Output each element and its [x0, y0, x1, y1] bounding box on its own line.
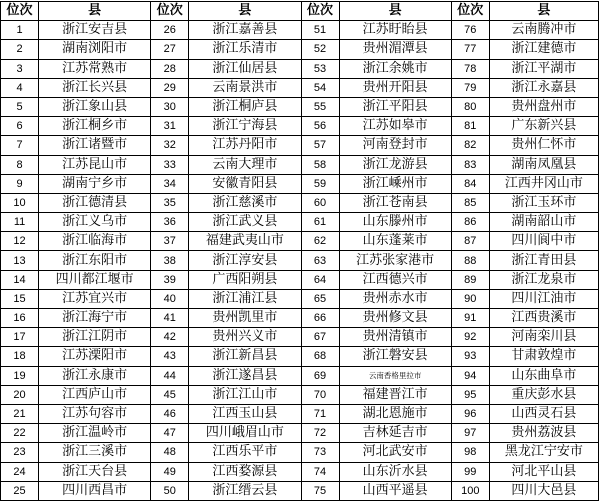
county-cell: 山东蓬莱市 — [339, 232, 451, 251]
county-cell: 山东曲阜市 — [489, 366, 598, 385]
table-row — [1, 462, 599, 481]
county-cell: 江苏昆山市 — [39, 155, 151, 174]
county-cell: 贵州凯里市 — [189, 309, 301, 328]
rank-cell: 36 — [151, 213, 189, 232]
rank-cell: 80 — [451, 97, 489, 116]
rank-cell: 2 — [1, 40, 39, 59]
county-cell: 浙江淳安县 — [189, 251, 301, 270]
table-row — [1, 347, 599, 366]
rank-cell: 65 — [301, 289, 339, 308]
rank-cell: 45 — [151, 385, 189, 404]
county-cell: 河南登封市 — [339, 136, 451, 155]
county-cell: 四川峨眉山市 — [189, 424, 301, 443]
rank-cell: 30 — [151, 97, 189, 116]
county-cell: 贵州开阳县 — [339, 78, 451, 97]
rank-cell: 29 — [151, 78, 189, 97]
header-county: 县 — [189, 2, 301, 21]
county-cell: 福建武夷山市 — [189, 232, 301, 251]
rank-cell: 18 — [1, 347, 39, 366]
rank-cell: 6 — [1, 117, 39, 136]
rank-cell: 75 — [301, 481, 339, 500]
table-row — [1, 117, 599, 136]
rank-cell: 10 — [1, 193, 39, 212]
rank-cell: 3 — [1, 59, 39, 78]
county-cell: 浙江东阳市 — [39, 251, 151, 270]
county-cell: 湖南宁乡市 — [39, 174, 151, 193]
rank-cell: 70 — [301, 385, 339, 404]
rank-cell: 40 — [151, 289, 189, 308]
rank-cell: 87 — [451, 232, 489, 251]
county-cell: 云南腾冲市 — [489, 21, 598, 40]
rank-cell: 11 — [1, 213, 39, 232]
county-cell: 福建晋江市 — [339, 385, 451, 404]
county-cell: 山东沂水县 — [339, 462, 451, 481]
county-cell: 安徽青阳县 — [189, 174, 301, 193]
county-cell: 浙江平阳县 — [339, 97, 451, 116]
rank-cell: 82 — [451, 136, 489, 155]
county-cell: 贵州仁怀市 — [489, 136, 598, 155]
county-cell: 浙江青田县 — [489, 251, 598, 270]
rank-cell: 17 — [1, 328, 39, 347]
rank-cell: 7 — [1, 136, 39, 155]
county-cell: 浙江宁海县 — [189, 117, 301, 136]
table-row — [1, 385, 599, 404]
table-row — [1, 97, 599, 116]
rank-cell: 20 — [1, 385, 39, 404]
county-cell: 湖南浏阳市 — [39, 40, 151, 59]
table-row — [1, 232, 599, 251]
rank-cell: 34 — [151, 174, 189, 193]
county-cell: 江西婺源县 — [189, 462, 301, 481]
county-cell: 湖南韶山市 — [489, 213, 598, 232]
rank-cell: 90 — [451, 289, 489, 308]
rank-cell: 50 — [151, 481, 189, 500]
county-cell: 浙江嵊州市 — [339, 174, 451, 193]
rank-cell: 64 — [301, 270, 339, 289]
rank-cell: 92 — [451, 328, 489, 347]
rank-cell: 38 — [151, 251, 189, 270]
rank-cell: 37 — [151, 232, 189, 251]
table-row — [1, 155, 599, 174]
county-cell: 江苏句容市 — [39, 404, 151, 423]
header-rank: 位次 — [1, 2, 39, 21]
rank-cell: 5 — [1, 97, 39, 116]
county-cell: 云南景洪市 — [189, 78, 301, 97]
rank-cell: 41 — [151, 309, 189, 328]
county-cell: 浙江苍南县 — [339, 193, 451, 212]
county-cell: 山东滕州市 — [339, 213, 451, 232]
county-cell: 浙江嘉善县 — [189, 21, 301, 40]
rank-cell: 85 — [451, 193, 489, 212]
rank-cell: 98 — [451, 443, 489, 462]
header-rank: 位次 — [151, 2, 189, 21]
rank-cell: 57 — [301, 136, 339, 155]
rank-cell: 68 — [301, 347, 339, 366]
rank-cell: 26 — [151, 21, 189, 40]
rank-cell: 27 — [151, 40, 189, 59]
rank-cell: 31 — [151, 117, 189, 136]
header-row — [1, 2, 599, 21]
rank-cell: 81 — [451, 117, 489, 136]
rank-cell: 48 — [151, 443, 189, 462]
county-cell: 浙江安吉县 — [39, 21, 151, 40]
rank-cell: 100 — [451, 481, 489, 500]
county-cell: 浙江新昌县 — [189, 347, 301, 366]
county-cell: 浙江长兴县 — [39, 78, 151, 97]
rank-cell: 55 — [301, 97, 339, 116]
table-row — [1, 289, 599, 308]
table-row — [1, 309, 599, 328]
rank-cell: 47 — [151, 424, 189, 443]
table-row — [1, 251, 599, 270]
county-cell: 四川阆中市 — [489, 232, 598, 251]
table-row — [1, 424, 599, 443]
county-cell: 浙江仙居县 — [189, 59, 301, 78]
rank-cell: 43 — [151, 347, 189, 366]
rank-cell: 83 — [451, 155, 489, 174]
county-cell: 甘肃敦煌市 — [489, 347, 598, 366]
rank-cell: 39 — [151, 270, 189, 289]
table-row — [1, 136, 599, 155]
rank-cell: 99 — [451, 462, 489, 481]
county-cell: 浙江龙泉市 — [489, 270, 598, 289]
table-row — [1, 404, 599, 423]
county-cell: 浙江温岭市 — [39, 424, 151, 443]
rank-cell: 28 — [151, 59, 189, 78]
table-row — [1, 481, 599, 500]
county-cell: 浙江天台县 — [39, 462, 151, 481]
rank-cell: 15 — [1, 289, 39, 308]
county-cell: 云南大理市 — [189, 155, 301, 174]
rank-cell: 19 — [1, 366, 39, 385]
county-cell: 浙江浦江县 — [189, 289, 301, 308]
county-cell: 浙江武义县 — [189, 213, 301, 232]
county-cell: 浙江诸暨市 — [39, 136, 151, 155]
county-cell: 江苏盱眙县 — [339, 21, 451, 40]
rank-cell: 93 — [451, 347, 489, 366]
county-cell: 江苏溧阳市 — [39, 347, 151, 366]
table-row — [1, 21, 599, 40]
county-cell: 江苏如皋市 — [339, 117, 451, 136]
county-cell: 吉林延吉市 — [339, 424, 451, 443]
county-cell: 贵州修文县 — [339, 309, 451, 328]
rank-cell: 97 — [451, 424, 489, 443]
county-cell: 浙江三溪市 — [39, 443, 151, 462]
county-cell: 江西井冈山市 — [489, 174, 598, 193]
county-cell: 山西平遥县 — [339, 481, 451, 500]
county-cell: 贵州兴义市 — [189, 328, 301, 347]
county-cell: 浙江缙云县 — [189, 481, 301, 500]
rank-cell: 69 — [301, 366, 339, 385]
rank-cell: 23 — [1, 443, 39, 462]
county-cell: 浙江临海市 — [39, 232, 151, 251]
rank-cell: 1 — [1, 21, 39, 40]
table-body — [1, 21, 599, 501]
rank-cell: 56 — [301, 117, 339, 136]
rank-cell: 12 — [1, 232, 39, 251]
rank-cell: 44 — [151, 366, 189, 385]
table-row — [1, 328, 599, 347]
county-cell: 江西乐平市 — [189, 443, 301, 462]
county-cell: 江苏张家港市 — [339, 251, 451, 270]
county-cell: 浙江建德市 — [489, 40, 598, 59]
county-cell: 重庆彭水县 — [489, 385, 598, 404]
county-cell: 湖南凤凰县 — [489, 155, 598, 174]
rank-cell: 96 — [451, 404, 489, 423]
header-county: 县 — [339, 2, 451, 21]
county-cell: 浙江乐清市 — [189, 40, 301, 59]
county-cell: 浙江海宁市 — [39, 309, 151, 328]
county-cell: 浙江江阴市 — [39, 328, 151, 347]
county-cell: 四川江油市 — [489, 289, 598, 308]
county-cell: 浙江平湖市 — [489, 59, 598, 78]
rank-cell: 49 — [151, 462, 189, 481]
county-cell: 云南香格里拉市 — [339, 366, 451, 385]
county-cell: 贵州盘州市 — [489, 97, 598, 116]
rank-cell: 88 — [451, 251, 489, 270]
county-cell: 浙江余姚市 — [339, 59, 451, 78]
rank-cell: 67 — [301, 328, 339, 347]
rank-cell: 35 — [151, 193, 189, 212]
rank-cell: 13 — [1, 251, 39, 270]
rank-cell: 72 — [301, 424, 339, 443]
county-cell: 浙江遂昌县 — [189, 366, 301, 385]
county-cell: 广西阳朔县 — [189, 270, 301, 289]
county-cell: 浙江永康市 — [39, 366, 151, 385]
rank-cell: 89 — [451, 270, 489, 289]
rank-cell: 73 — [301, 443, 339, 462]
county-cell: 浙江桐乡市 — [39, 117, 151, 136]
header-rank: 位次 — [451, 2, 489, 21]
county-cell: 四川西昌市 — [39, 481, 151, 500]
county-cell: 浙江义乌市 — [39, 213, 151, 232]
county-cell: 四川都江堰市 — [39, 270, 151, 289]
rank-cell: 51 — [301, 21, 339, 40]
county-cell: 浙江玉环市 — [489, 193, 598, 212]
rank-cell: 16 — [1, 309, 39, 328]
rank-cell: 78 — [451, 59, 489, 78]
table-row — [1, 174, 599, 193]
rank-cell: 91 — [451, 309, 489, 328]
county-cell: 广东新兴县 — [489, 117, 598, 136]
table-row — [1, 193, 599, 212]
county-cell: 贵州赤水市 — [339, 289, 451, 308]
rank-cell: 58 — [301, 155, 339, 174]
table-row — [1, 78, 599, 97]
county-cell: 贵州湄潭县 — [339, 40, 451, 59]
county-cell: 江苏宜兴市 — [39, 289, 151, 308]
county-cell: 江西玉山县 — [189, 404, 301, 423]
rank-cell: 59 — [301, 174, 339, 193]
county-cell: 江西德兴市 — [339, 270, 451, 289]
rank-cell: 8 — [1, 155, 39, 174]
rank-cell: 22 — [1, 424, 39, 443]
rank-cell: 21 — [1, 404, 39, 423]
rank-cell: 33 — [151, 155, 189, 174]
rank-cell: 86 — [451, 213, 489, 232]
header-county: 县 — [489, 2, 598, 21]
county-cell: 江西庐山市 — [39, 385, 151, 404]
county-cell: 浙江桐庐县 — [189, 97, 301, 116]
county-cell: 江苏丹阳市 — [189, 136, 301, 155]
county-cell: 浙江慈溪市 — [189, 193, 301, 212]
county-cell: 湖北恩施市 — [339, 404, 451, 423]
table-row — [1, 40, 599, 59]
county-cell: 河南栾川县 — [489, 328, 598, 347]
rank-cell: 46 — [151, 404, 189, 423]
table-row — [1, 270, 599, 289]
county-cell: 浙江德清县 — [39, 193, 151, 212]
table-row — [1, 59, 599, 78]
rank-cell: 60 — [301, 193, 339, 212]
county-cell: 浙江磐安县 — [339, 347, 451, 366]
rank-cell: 14 — [1, 270, 39, 289]
rank-cell: 53 — [301, 59, 339, 78]
county-cell: 贵州清镇市 — [339, 328, 451, 347]
rank-cell: 94 — [451, 366, 489, 385]
rank-cell: 84 — [451, 174, 489, 193]
rank-cell: 9 — [1, 174, 39, 193]
county-cell: 浙江象山县 — [39, 97, 151, 116]
rank-cell: 76 — [451, 21, 489, 40]
table-row — [1, 366, 599, 385]
rank-cell: 79 — [451, 78, 489, 97]
rank-cell: 42 — [151, 328, 189, 347]
rank-cell: 24 — [1, 462, 39, 481]
header-rank: 位次 — [301, 2, 339, 21]
county-cell: 浙江永嘉县 — [489, 78, 598, 97]
header-county: 县 — [39, 2, 151, 21]
table-row — [1, 213, 599, 232]
county-cell: 四川大邑县 — [489, 481, 598, 500]
county-cell: 河北武安市 — [339, 443, 451, 462]
county-cell: 浙江江山市 — [189, 385, 301, 404]
rank-cell: 4 — [1, 78, 39, 97]
county-cell: 黑龙江宁安市 — [489, 443, 598, 462]
county-ranking-table — [0, 1, 599, 501]
county-cell: 江西贵溪市 — [489, 309, 598, 328]
rank-cell: 62 — [301, 232, 339, 251]
rank-cell: 63 — [301, 251, 339, 270]
rank-cell: 77 — [451, 40, 489, 59]
rank-cell: 25 — [1, 481, 39, 500]
county-cell: 江苏常熟市 — [39, 59, 151, 78]
rank-cell: 71 — [301, 404, 339, 423]
county-cell: 河北平山县 — [489, 462, 598, 481]
rank-cell: 95 — [451, 385, 489, 404]
county-cell: 浙江龙游县 — [339, 155, 451, 174]
rank-cell: 52 — [301, 40, 339, 59]
county-cell: 山西灵石县 — [489, 404, 598, 423]
rank-cell: 74 — [301, 462, 339, 481]
rank-cell: 66 — [301, 309, 339, 328]
rank-cell: 61 — [301, 213, 339, 232]
rank-cell: 32 — [151, 136, 189, 155]
rank-cell: 54 — [301, 78, 339, 97]
table-row — [1, 443, 599, 462]
county-cell: 贵州荔波县 — [489, 424, 598, 443]
